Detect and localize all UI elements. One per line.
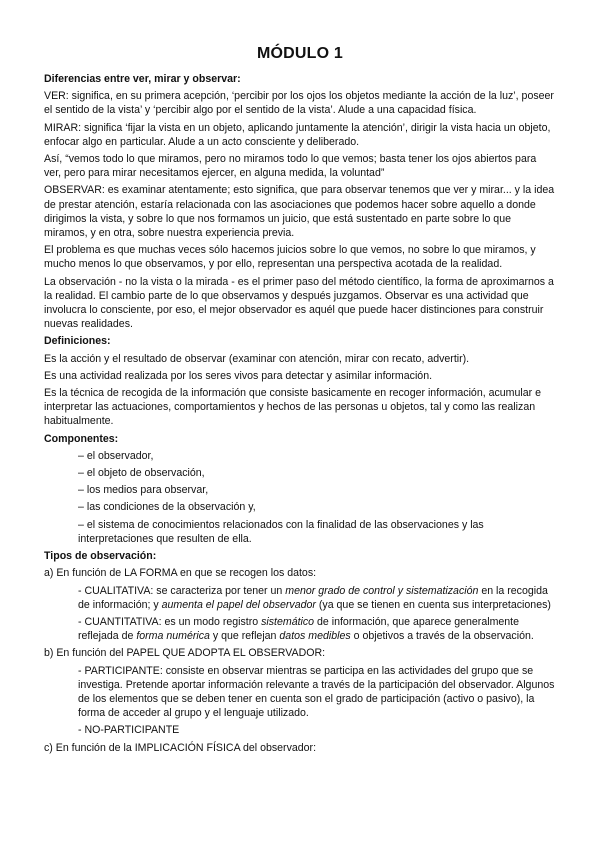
asi-paragraph: Así, “vemos todo lo que miramos, pero no miramos todo lo que vemos; basta tener los ojos abiertos para ver, pero para mirar necesitamos ejercer, en alguna medida, la voluntad” (44, 153, 537, 180)
components-list (78, 449, 556, 546)
cualitativa-paragraph (78, 584, 556, 612)
cuantitativa-text: de información, que aparece generalmente reflejada de (78, 615, 520, 643)
types-heading: Tipos de observación: (44, 550, 157, 563)
definition-item: Es la acción y el resultado de observar (examinar con atención, mirar con recato, advertir). (44, 352, 470, 365)
participante-paragraph: - PARTICIPANTE: consiste en observar mientras se participa en las actividades del grupo que se investiga. Pretende aportar información relevante a través de la participación del observador. Algunos de los elementos que se deben tener en cuenta son el grado de participación (activo o pasivo), la forma de acceder al grupo y el lenguaje utilizado. (78, 664, 555, 720)
cuantitativa-text: o objetivos a través de la observación. (350, 630, 534, 643)
component-item: – el sistema de conocimientos relacionados con la finalidad de las observaciones y las interpretaciones que resulten de ella. (78, 518, 484, 545)
component-item: – las condiciones de la observación y, (78, 501, 256, 514)
cualitativa-text: (ya que se tienen en cuenta sus interpretaciones) (315, 598, 551, 611)
cuantitativa-text: - CUANTITATIVA: es un modo registro (78, 615, 262, 628)
cuantitativa-text: y que reflejan (209, 630, 280, 643)
problema-paragraph: El problema es que muchas veces sólo hacemos juicios sobre lo que vemos, no sobre lo que miramos, y mucho menos lo que observamos, y por ello, representan una perspectiva acotada de la realidad. (44, 244, 536, 271)
cualitativa-text: en la recogida de información; y (78, 584, 548, 611)
type-c-label: c) En función de la IMPLICACIÓN FÍSICA del observador: (44, 741, 317, 754)
cualitativa-emphasis: menor grado de control y sistematización (285, 584, 479, 597)
cualitativa-emphasis: aumenta el papel del observador (161, 598, 316, 611)
ver-paragraph: VER: significa, en su primera acepción, ‘percibir por los ojos los objetos mediante la acción de la luz’, poseer el sentido de la vista’ y ‘percibir algo por el sentido de la vista’. Alude a una capacidad física. (44, 90, 554, 117)
type-a-label: a) En función de LA FORMA en que se recogen los datos: (44, 567, 317, 580)
component-item: – el objeto de observación, (78, 467, 205, 480)
page-title: MÓDULO 1 (256, 45, 344, 62)
cuantitativa-emphasis: datos medibles (279, 630, 351, 643)
differences-heading: Diferencias entre ver, mirar y observar: (44, 73, 241, 85)
observar-paragraph: OBSERVAR: es examinar atentamente; esto significa, que para observar tenemos que ver y mirar... y la idea de prestar atención, estaría relacionada con las asociaciones que podemos hacer sobre aquello a donde dirigimos la vista, y sobre lo que nos formamos un juicio, que está sustentado en parte sobre lo que miramos, y en otra, sobre nuestra experiencia previa. (44, 184, 555, 240)
observacion-paragraph: La observación - no la vista o la mirada - es el primer paso del método científico, la forma de aproximarnos a la realidad. El cambio parte de lo que observamos y después juzgamos. Observar es una actividad que involucra lo consciente, por eso, el mejor observador es aquél que puede hacer distinciones para construir nuevas realidades. (44, 275, 554, 331)
type-b-label: b) En función del PAPEL QUE ADOPTA EL OBSERVADOR: (44, 647, 326, 660)
cuantitativa-emphasis: forma numérica (136, 630, 210, 643)
component-item: – el observador, (78, 449, 154, 462)
cualitativa-text: - CUALITATIVA: se caracteriza por tener un (78, 584, 286, 597)
no-participante-paragraph: - NO-PARTICIPANTE (78, 724, 180, 737)
definition-item: Es una actividad realizada por los seres vivos para detectar y asimilar información. (44, 369, 433, 382)
cuantitativa-paragraph (78, 615, 556, 643)
definition-item: Es la técnica de recogida de la información que consiste basicamente en recoger información, acumular e interpretar las actuaciones, comportamientos y hechos de las personas u objetos, tal y como las realizan habitualmente. (44, 387, 542, 428)
cuantitativa-emphasis: sistemático (261, 615, 315, 628)
component-item: – los medios para observar, (78, 484, 209, 497)
mirar-paragraph: MIRAR: significa ‘fijar la vista en un objeto, aplicando juntamente la atención’, dirigir la vista hacia un objeto, enfocar algo en particular. Alude a un acto consciente y deliberado. (44, 121, 551, 148)
components-heading: Componentes: (44, 432, 119, 445)
definitions-heading: Definiciones: (44, 335, 111, 348)
